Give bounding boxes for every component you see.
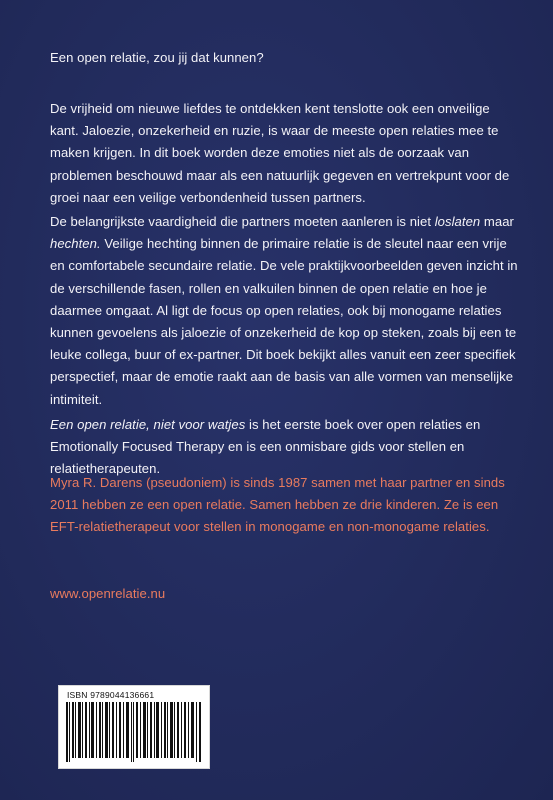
paragraph-attachment xyxy=(50,211,520,411)
paragraph-intro xyxy=(50,98,520,209)
paragraph-3-text xyxy=(50,414,520,481)
emphasis-loslaten: loslaten xyxy=(434,214,481,229)
paragraph-1-text: De vrijheid om nieuwe liefdes te ontdekken kent tenslotte ook een onveilige kant. Jaloezie, onzekerheid en ruzie, is waar de meeste open relaties mee te maken krijgen. In dit boek worden deze emoties niet als de oorzaak van problemen beschouwd maar als een natuurlijk gegeven en vertrekpunt voor de groei naar een veilige verbondenheid tussen partners. xyxy=(50,101,510,205)
emphasis-hechten: hechten. xyxy=(50,236,101,252)
paragraph-2-part-a: De belangrijkste vaardigheid die partners moeten aanleren is niet xyxy=(50,214,435,229)
barcode-label xyxy=(58,685,210,769)
author-bio xyxy=(50,472,520,539)
lead-question xyxy=(50,47,520,69)
paragraph-2-text xyxy=(50,211,520,411)
website xyxy=(50,583,520,605)
paragraph-book-summary xyxy=(50,414,520,481)
paragraph-2-part-c: Veilige hechting binnen de primaire relatie is de sleutel naar een vrije en comfortabele secundaire relatie. De vele praktijkvoorbeelden geven inzicht in de verschillende fasen, rollen en valkuilen binnen de open relatie en hoe je daarmee omgaat. Al ligt de focus op open relaties, ook bij monogame relaties kunnen gevoelens als jaloezie of onzekerheid de kop op steken, zoals bij een te leuke collega, buur of ex-partner. Dit boek bekijkt alles vanuit een zeer specifiek perspectief, maar de emotie raakt aan de basis van alle vormen van menselijke intimiteit. xyxy=(50,236,518,407)
paragraph-2-part-b: maar xyxy=(480,214,514,229)
author-bio-text: Myra R. Darens (pseudoniem) is sinds 1987 samen met haar partner en sinds 2011 hebben ze een open relatie. Samen hebben ze drie kinderen. Ze is een EFT-relatietherapeut voor stellen in monogame en non-monogame relaties. xyxy=(50,475,505,535)
website-url: www.openrelatie.nu xyxy=(50,586,166,601)
lead-text: Een open relatie, zou jij dat kunnen? xyxy=(50,50,264,65)
barcode-icon xyxy=(66,702,202,762)
book-title-italic: Een open relatie, niet voor watjes xyxy=(50,417,246,432)
isbn-number: ISBN 9789044136661 xyxy=(67,690,155,700)
paragraph-3-rest: is het eerste boek over open relaties en Emotionally Focused Therapy en is een onmisbare gids voor stellen en relatietherapeuten. xyxy=(50,417,481,477)
